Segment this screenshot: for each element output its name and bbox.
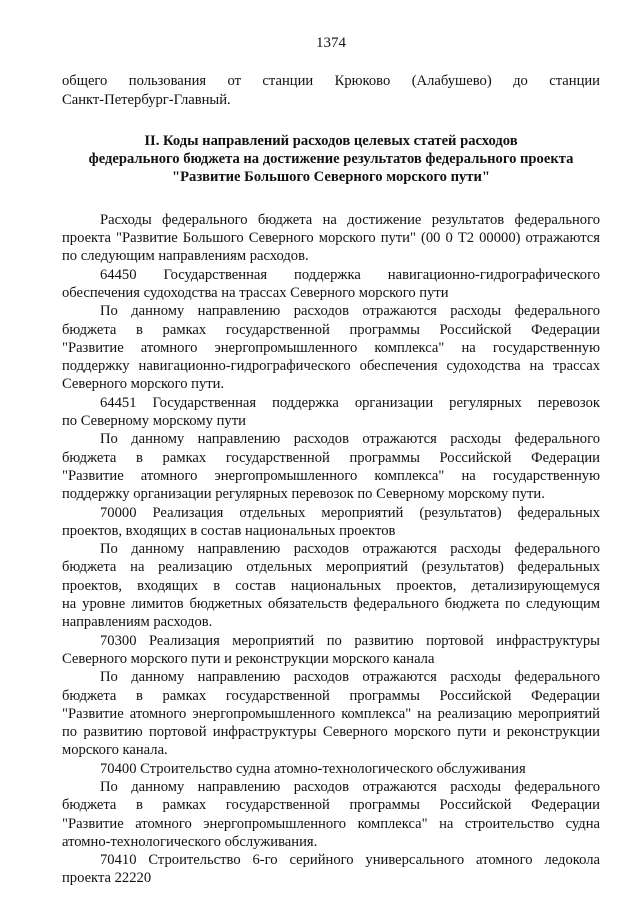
- text-line: По данному направлению расходов отражаются расходы федерального: [100, 778, 600, 795]
- text-line: обеспечения судоходства на трассах Северного морского пути: [62, 284, 449, 301]
- text-line: бюджета в рамках государственной программы Российской Федерации: [62, 449, 600, 466]
- paragraph: [62, 760, 600, 778]
- page-number: 1374: [316, 35, 346, 51]
- text-line: 64450 Государственная поддержка навигационно-гидрографического: [100, 266, 600, 283]
- paragraph: [62, 778, 600, 851]
- text-line: поддержку организации регулярных перевозок по Северному морскому пути.: [62, 486, 545, 503]
- heading-line: "Развитие Большого Северного морского пути": [172, 169, 490, 186]
- paragraph: [62, 266, 600, 303]
- text-line: проектов, входящих в состав национальных проектов, детализирующемуся: [62, 577, 600, 594]
- text-line: проекта "Развитие Большого Северного морского пути" (00 0 Т2 00000) отражаются: [62, 230, 600, 247]
- text-line: бюджета в рамках государственной программы Российской Федерации: [62, 797, 600, 814]
- paragraph: [62, 851, 600, 888]
- text-line: 70410 Строительство 6-го серийного универсального атомного ледокола: [100, 852, 600, 869]
- text-line: По данному направлению расходов отражаются расходы федерального: [100, 669, 600, 686]
- text-line: "Развитие атомного энергопромышленного комплекса" на строительство судна: [62, 815, 600, 832]
- text-line: бюджета на реализацию отдельных мероприятий (результатов) федеральных: [62, 559, 600, 576]
- text-line: общего пользования от станции Крюково (Алабушево) до станции: [62, 73, 600, 90]
- paragraph: [62, 394, 600, 431]
- text-line: По данному направлению расходов отражаются расходы федерального: [100, 541, 600, 558]
- text-line: по развитию портовой инфраструктуры Северного морского пути и реконструкции: [62, 724, 600, 741]
- intro-paragraph: [62, 72, 600, 109]
- text-line: Расходы федерального бюджета на достижение результатов федерального: [100, 211, 600, 228]
- text-line: поддержку навигационно-гидрографического обеспечения судоходства на трассах: [62, 358, 600, 375]
- text-line: направлениям расходов.: [62, 614, 213, 631]
- paragraph: [62, 668, 600, 759]
- document-page: [62, 34, 600, 888]
- text-line: 70400 Строительство судна атомно-технологического обслуживания: [100, 760, 526, 777]
- body-text: [62, 211, 600, 888]
- heading-line: федерального бюджета на достижение результатов федерального проекта: [88, 151, 574, 168]
- text-line: по Северному морскому пути: [62, 413, 246, 430]
- text-line: проекта 22220: [62, 870, 152, 887]
- text-line: Северного морского пути.: [62, 376, 225, 393]
- paragraph: [62, 504, 600, 541]
- text-line: атомно-технологического обслуживания.: [62, 833, 318, 850]
- section-heading: [62, 132, 600, 187]
- text-line: По данному направлению расходов отражаются расходы федерального: [100, 431, 600, 448]
- text-line: По данному направлению расходов отражаются расходы федерального: [100, 303, 600, 320]
- text-line: "Развитие атомного энергопромышленного комплекса" на реализацию мероприятий: [62, 705, 600, 722]
- paragraph: [62, 302, 600, 393]
- text-line: 70300 Реализация мероприятий по развитию портовой инфраструктуры: [100, 632, 600, 649]
- paragraph: [62, 632, 600, 669]
- text-line: 70000 Реализация отдельных мероприятий (результатов) федеральных: [100, 504, 600, 521]
- text-line: Санкт-Петербург-Главный.: [62, 91, 231, 108]
- text-line: бюджета в рамках государственной программы Российской Федерации: [62, 687, 600, 704]
- text-line: морского канала.: [62, 742, 168, 759]
- text-line: бюджета в рамках государственной программы Российской Федерации: [62, 321, 600, 338]
- text-line: на уровне лимитов бюджетных обязательств федерального бюджета по следующим: [62, 596, 600, 613]
- paragraph: [62, 540, 600, 631]
- paragraph: [62, 211, 600, 266]
- text-line: "Развитие атомного энергопромышленного комплекса" на государственную: [62, 339, 600, 356]
- text-line: Северного морского пути и реконструкции морского канала: [62, 650, 435, 667]
- paragraph: [62, 430, 600, 503]
- heading-line: II. Коды направлений расходов целевых статей расходов: [144, 132, 518, 149]
- text-line: "Развитие атомного энергопромышленного комплекса" на государственную: [62, 467, 600, 484]
- text-line: проектов, входящих в состав национальных проектов: [62, 522, 396, 539]
- text-line: 64451 Государственная поддержка организации регулярных перевозок: [100, 394, 600, 411]
- text-line: по следующим направлениям расходов.: [62, 248, 309, 265]
